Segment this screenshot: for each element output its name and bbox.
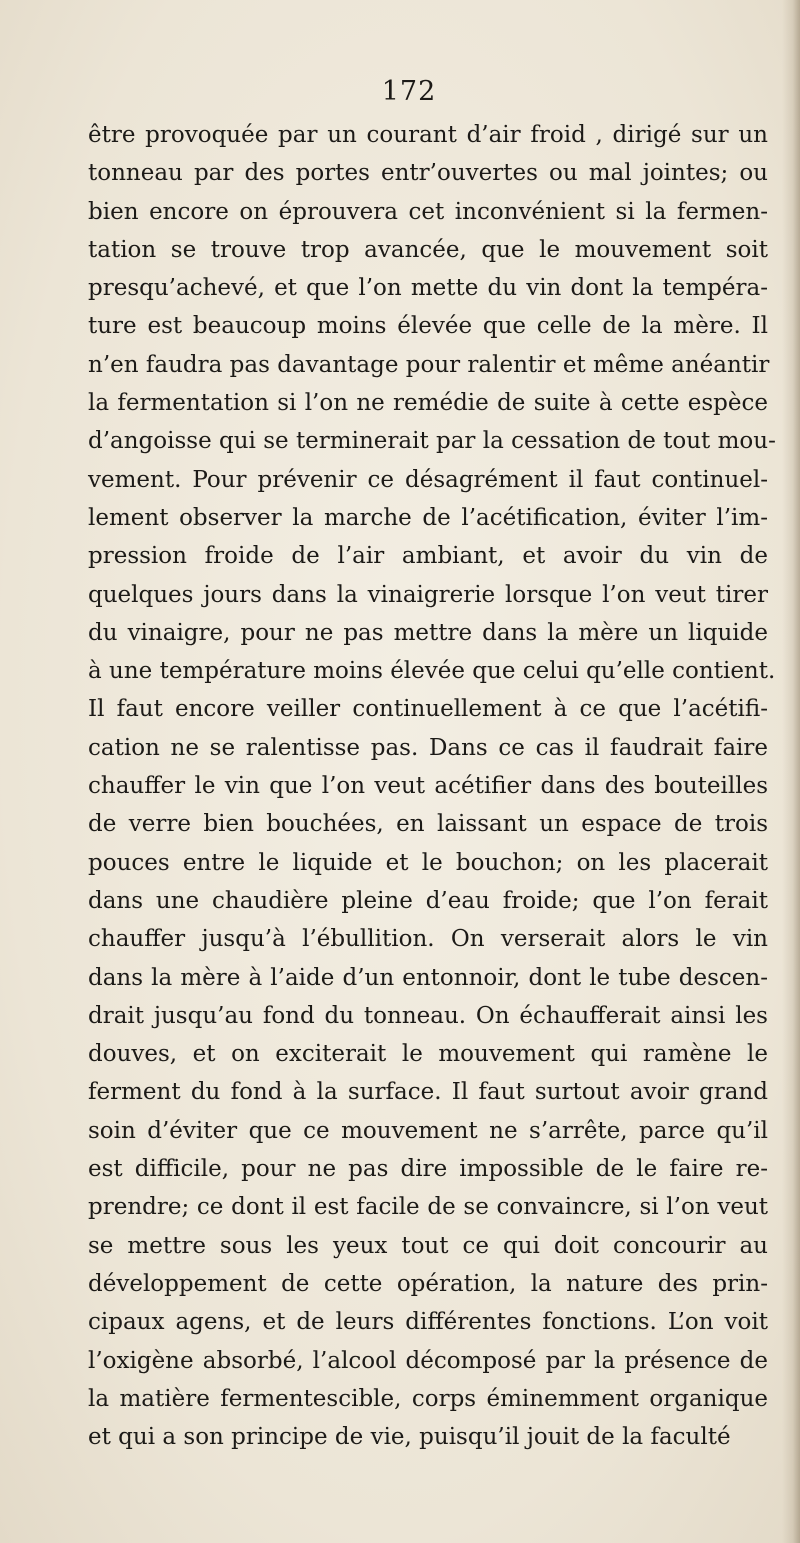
text-line: tonneau par des portes entr’ouvertes ou mal jointes; ou: [88, 160, 768, 187]
text-line: la fermentation si l’on ne remédie de suite à cette espèce: [88, 390, 768, 417]
page-number: 172: [381, 76, 437, 107]
text-line: l’oxigène absorbé, l’alcool décomposé par la présence de: [88, 1347, 768, 1374]
text-line: n’en faudra pas davantage pour ralentir et même anéantir: [88, 351, 770, 378]
page-edge-shadow: [782, 0, 800, 1543]
text-line: pouces entre le liquide et le bouchon; on les placerait: [88, 849, 768, 876]
text-line: quelques jours dans la vinaigrerie lorsque l’on veut tirer: [88, 581, 768, 608]
text-line: prendre; ce dont il est facile de se convaincre, si l’on veut: [88, 1194, 768, 1221]
text-line: bien encore on éprouvera cet inconvénient si la fermen-: [88, 198, 768, 225]
text-line: être provoquée par un courant d’air froid , dirigé sur un: [88, 122, 768, 148]
text-line: d’angoisse qui se terminerait par la cessation de tout mou-: [88, 428, 776, 455]
text-line: se mettre sous les yeux tout ce qui doit concourir au: [88, 1232, 768, 1259]
text-line: est difficile, pour ne pas dire impossible de le faire re-: [88, 1156, 768, 1183]
text-line: vement. Pour prévenir ce désagrément il faut continuel-: [88, 466, 768, 493]
body-text: [88, 116, 776, 1456]
text-line: dans une chaudière pleine d’eau froide; que l’on ferait: [88, 887, 768, 914]
text-line: soin d’éviter que ce mouvement ne s’arrête, parce qu’il: [88, 1117, 768, 1144]
text-line: ture est beaucoup moins élevée que celle de la mère. Il: [88, 313, 768, 340]
text-line: à une température moins élevée que celui qu’elle contient.: [88, 658, 776, 685]
text-line: ferment du fond à la surface. Il faut surtout avoir grand: [88, 1079, 768, 1106]
text-line: cation ne se ralentisse pas. Dans ce cas il faudrait faire: [88, 734, 768, 761]
text-line: de verre bien bouchées, en laissant un espace de trois: [88, 811, 768, 838]
text-line: lement observer la marche de l’acétification, éviter l’im-: [88, 504, 768, 531]
text-line: dans la mère à l’aide d’un entonnoir, dont le tube descen-: [88, 964, 768, 991]
text-line: et qui a son principe de vie, puisqu’il jouit de la faculté: [88, 1424, 731, 1451]
text-line: du vinaigre, pour ne pas mettre dans la mère un liquide: [88, 619, 768, 646]
text-line: tation se trouve trop avancée, que le mouvement soit: [88, 236, 768, 263]
text-line: cipaux agens, et de leurs différentes fonctions. L’on voit: [88, 1309, 768, 1336]
text-line: drait jusqu’au fond du tonneau. On échaufferait ainsi les: [88, 1002, 768, 1029]
text-line: douves, et on exciterait le mouvement qui ramène le: [88, 1041, 768, 1068]
text-line: chauffer le vin que l’on veut acétifier dans des bouteilles: [88, 773, 768, 800]
text-line: chauffer jusqu’à l’ébullition. On verserait alors le vin: [88, 926, 768, 953]
text-line: Il faut encore veiller continuellement à ce que l’acétifi-: [88, 696, 768, 723]
text-line: presqu’achevé, et que l’on mette du vin dont la tempéra-: [88, 275, 768, 302]
text-line: pression froide de l’air ambiant, et avoir du vin de: [88, 543, 768, 570]
text-line: développement de cette opération, la nature des prin-: [88, 1270, 768, 1297]
text-line: la matière fermentescible, corps éminemment organique: [88, 1385, 768, 1412]
